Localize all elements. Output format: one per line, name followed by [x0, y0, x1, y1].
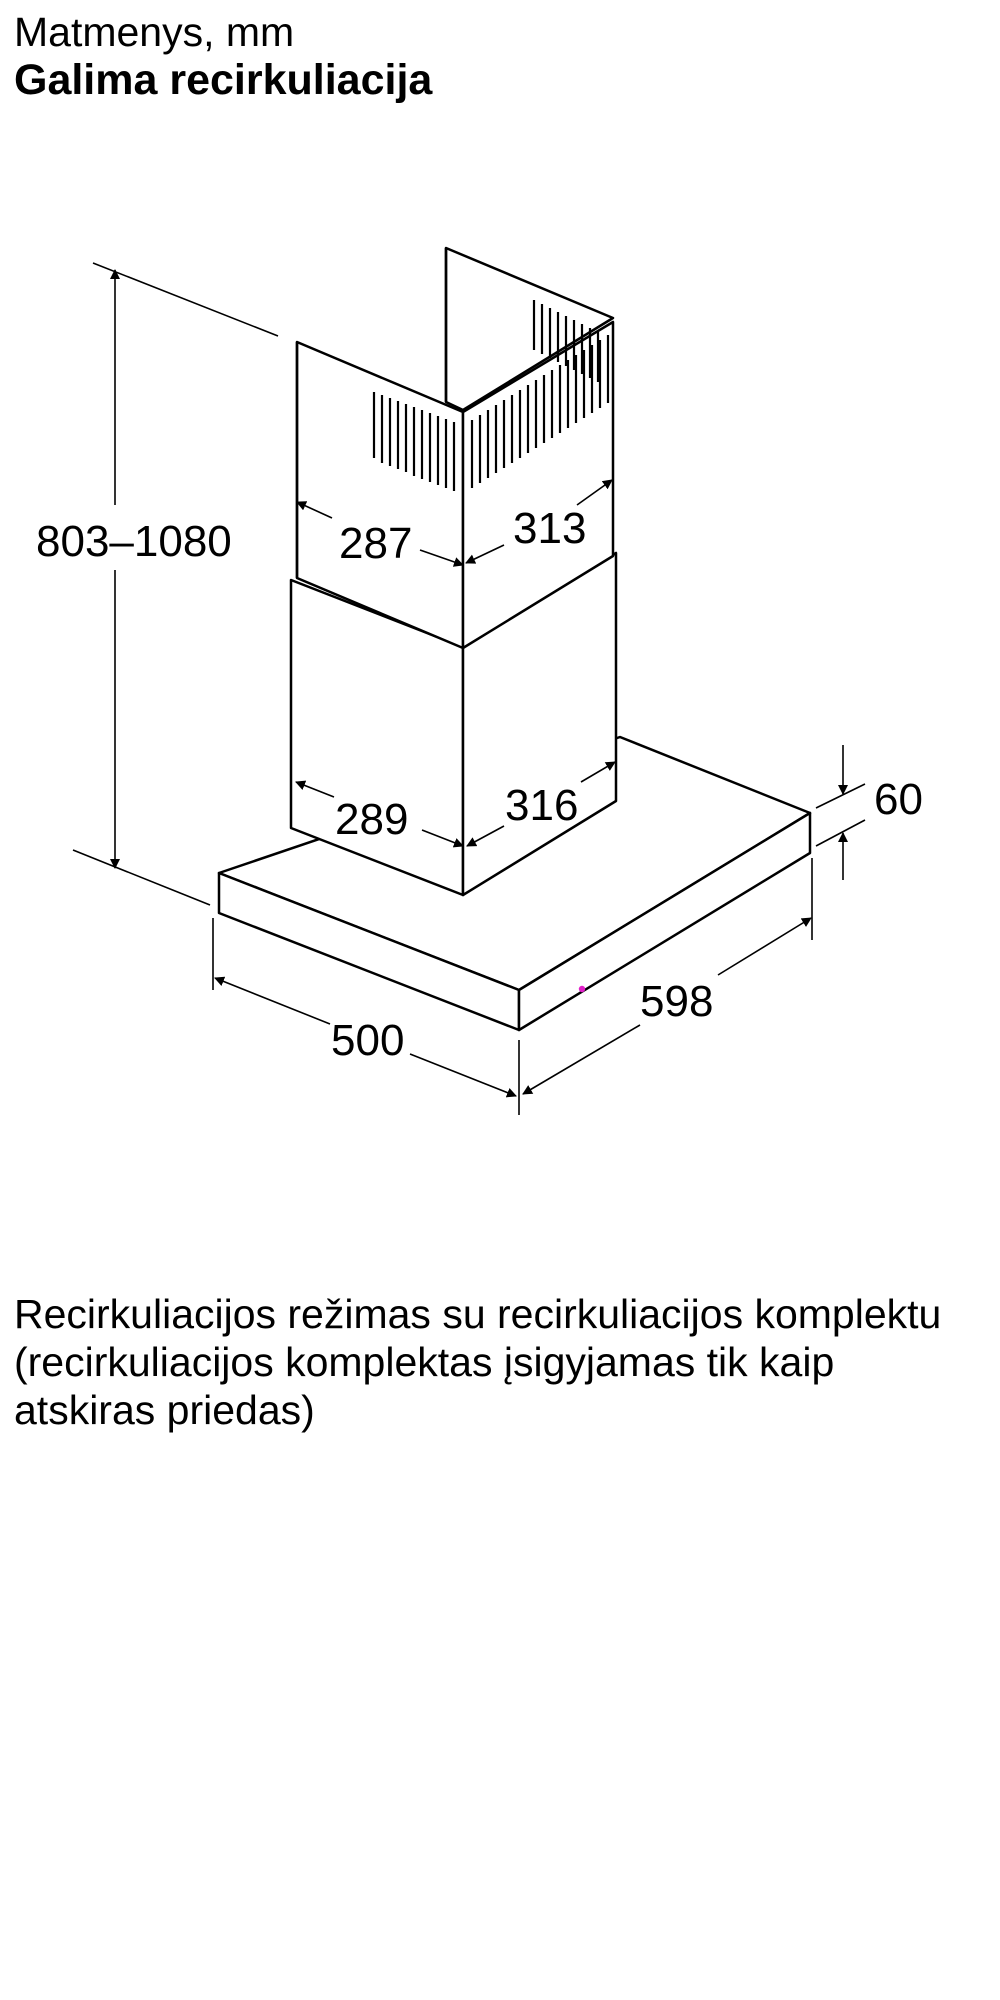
- units-label: Matmenys, mm: [14, 9, 295, 55]
- canopy-depth-label: 500: [331, 1016, 405, 1065]
- canopy-width-label: 598: [640, 977, 714, 1026]
- upper-width-label: 287: [339, 519, 413, 568]
- total-height-label: 803–1080: [36, 517, 232, 566]
- lower-width-label: 289: [335, 795, 409, 844]
- canopy-width-dimension-line: [523, 1025, 640, 1094]
- lower-depth-label: 316: [505, 781, 579, 830]
- marker-dot: [579, 986, 585, 992]
- recirculation-note: Recirkuliacijos režimas su recirkuliacijos komplektu (recirkuliacijos komplektas įsigyjamas tik kaip atskiras priedas): [14, 1291, 942, 1433]
- hood-outline: [219, 248, 810, 1030]
- upper-depth-label: 313: [513, 504, 587, 553]
- thickness-label: 60: [874, 775, 923, 824]
- page-title: Galima recirkuliacija: [14, 56, 433, 104]
- canopy-depth-dimension-line: [215, 978, 330, 1024]
